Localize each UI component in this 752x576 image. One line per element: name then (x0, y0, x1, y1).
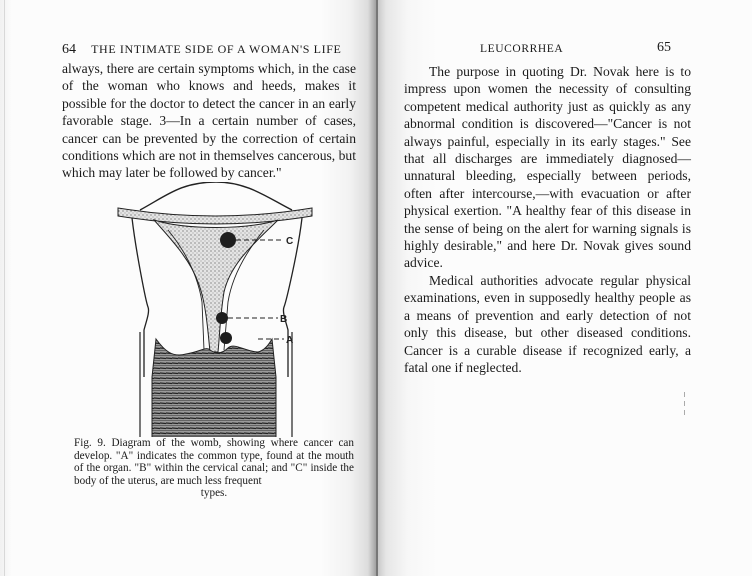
label-a: A (286, 335, 294, 346)
paragraph: always, there are certain symptoms which, in the case of the woman who knows and heeds, makes it possible for the doctor to detect the cancer in an early favorable stage. 3—In a certain number of cases, cancer can be prevented by the correction of certain conditions which are not in themselves cancerous, but which may later be followed by cancer." (62, 61, 356, 181)
tumor-a (220, 332, 232, 344)
womb-diagram (106, 182, 326, 437)
uterine-wall-band (118, 208, 312, 224)
figure-caption (74, 437, 354, 500)
label-b: B (280, 314, 288, 325)
tumor-b (216, 312, 228, 324)
paragraph: The purpose in quoting Dr. Novak here is to impress upon women the necessity of consulting competent medical authority just as quickly as any abnormal condition is discovered—"Cancer is not always painful, especially in its early stages." See that all discharges are immediately diagnosed—unnatural bleeding, especially between periods, often after intercourse,—with evacuation or after physical exertion. "A healthy fear of this disease in the sense of being on the alert for warning signals is highly desirable," and here Dr. Novak gives sound advice. (404, 64, 691, 271)
right-body-text (404, 63, 691, 376)
left-running-title: THE INTIMATE SIDE OF A WOMAN'S LIFE (91, 42, 342, 56)
left-body-text (62, 60, 356, 182)
book-spine (376, 0, 378, 576)
tumor-c (220, 232, 236, 248)
womb-diagram-illustration (106, 182, 326, 437)
label-c: C (286, 236, 294, 247)
fundus-outline (140, 182, 292, 210)
right-running-title: LEUCORRHEA (480, 43, 564, 55)
vaginal-canal (152, 339, 276, 437)
right-page-number: 65 (657, 40, 671, 55)
uterine-cavity (154, 220, 278, 352)
left-page-number: 64 (62, 42, 76, 57)
caption-last-line: types. (200, 487, 228, 500)
left-running-head (62, 42, 352, 58)
page-edge (4, 0, 5, 576)
paragraph: Medical authorities advocate regular physical examinations, even in supposedly healthy people as a means of prevention and early detection of not only this disease, but other diseased conditions. Cancer is a curable disease if recognized early, a fatal one if neglected. (404, 272, 691, 375)
caption-text: Fig. 9. Diagram of the womb, showing where cancer can develop. "A" indicates the common type, found at the mouth of the organ. "B" within the cervical canal; and "C" inside the body of the uterus, are much less frequent (74, 437, 354, 487)
page-speck-marks (684, 392, 686, 422)
